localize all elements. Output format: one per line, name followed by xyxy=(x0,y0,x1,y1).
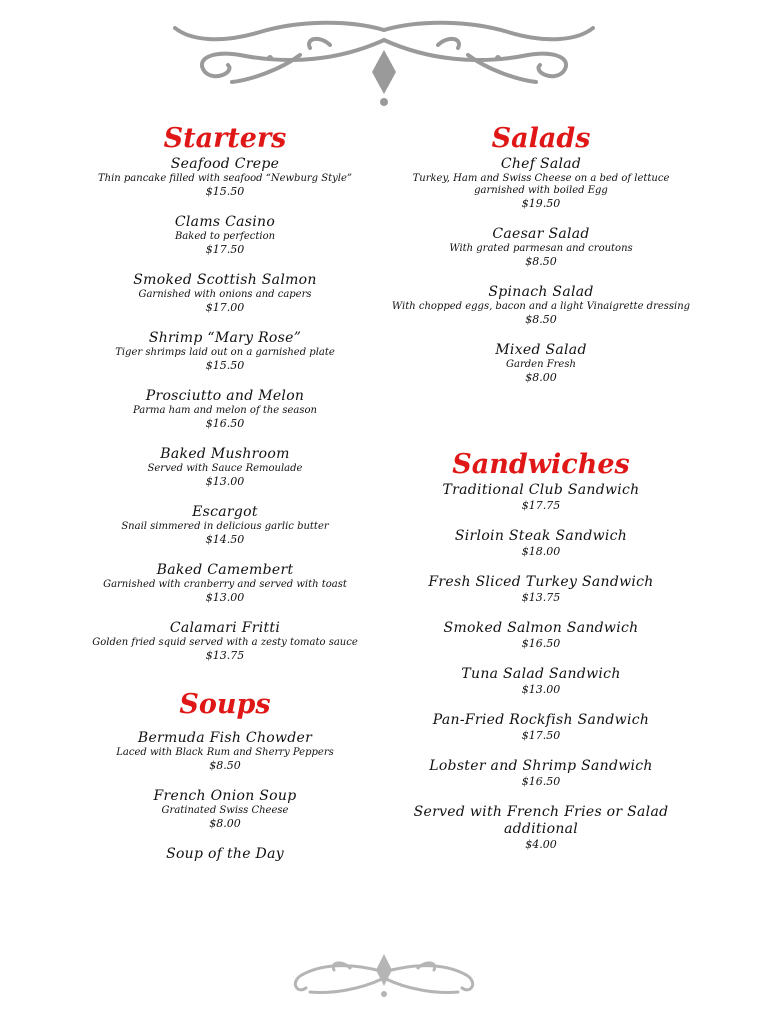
soups-heading: Soups xyxy=(179,689,271,720)
menu-item xyxy=(381,528,701,559)
item-name: Clams Casino xyxy=(174,214,276,230)
menu-item xyxy=(65,214,385,257)
item-price: $13.75 xyxy=(521,591,561,604)
item-name: Tuna Salad Sandwich xyxy=(461,666,621,682)
item-description: Golden fried squid served with a zesty tomato sauce xyxy=(92,637,358,648)
menu-item xyxy=(65,388,385,431)
menu-item xyxy=(381,284,701,327)
item-name: Calamari Fritti xyxy=(169,620,281,636)
salads-heading: Salads xyxy=(491,123,591,154)
item-description: Garden Fresh xyxy=(506,359,576,370)
item-price: $8.50 xyxy=(525,313,557,326)
item-price: $8.50 xyxy=(525,255,557,268)
item-price: $17.50 xyxy=(521,729,561,742)
starters-heading: Starters xyxy=(163,123,287,154)
item-description: Parma ham and melon of the season xyxy=(133,405,317,416)
item-name: Smoked Salmon Sandwich xyxy=(443,620,639,636)
bottom-flourish-ornament xyxy=(0,942,768,1008)
menu-item xyxy=(381,620,701,651)
item-price: $16.50 xyxy=(521,637,561,650)
sandwiches-heading: Sandwiches xyxy=(452,449,630,480)
item-name: Baked Camembert xyxy=(156,562,294,578)
item-name: Shrimp “Mary Rose” xyxy=(148,330,302,346)
menu-item xyxy=(381,226,701,269)
item-description: Served with Sauce Remoulade xyxy=(147,463,303,474)
menu-item xyxy=(381,712,701,743)
menu-item xyxy=(65,446,385,489)
menu-item xyxy=(65,620,385,663)
item-price: $16.50 xyxy=(205,417,245,430)
item-name: Smoked Scottish Salmon xyxy=(133,272,317,288)
item-price: $8.50 xyxy=(209,759,241,772)
item-name: Spinach Salad xyxy=(488,284,594,300)
item-price: $19.50 xyxy=(521,197,561,210)
starters-list xyxy=(65,156,385,663)
item-name: Baked Mushroom xyxy=(160,446,290,462)
item-price: $16.50 xyxy=(521,775,561,788)
item-name: Chef Salad xyxy=(500,156,582,172)
soups-list xyxy=(65,730,385,863)
item-price: $17.75 xyxy=(521,499,561,512)
sandwiches-note xyxy=(381,804,701,852)
menu-item xyxy=(65,730,385,773)
item-price: $17.00 xyxy=(205,301,245,314)
item-description: Garnished with onions and capers xyxy=(138,289,312,300)
menu-item xyxy=(381,574,701,605)
item-name: Sirloin Steak Sandwich xyxy=(454,528,628,544)
salads-list xyxy=(381,156,701,385)
item-description: Garnished with cranberry and served with toast xyxy=(103,579,347,590)
item-name: Traditional Club Sandwich xyxy=(442,482,640,498)
item-name: Lobster and Shrimp Sandwich xyxy=(429,758,653,774)
item-description: Baked to perfection xyxy=(174,231,276,242)
item-description: Snail simmered in delicious garlic butter xyxy=(121,521,329,532)
menu-item xyxy=(381,666,701,697)
item-price: $13.00 xyxy=(205,591,245,604)
item-name: Fresh Sliced Turkey Sandwich xyxy=(428,574,654,590)
menu-item xyxy=(65,156,385,199)
item-name: Caesar Salad xyxy=(492,226,590,242)
item-description: With chopped eggs, bacon and a light Vinaigrette dressing xyxy=(391,301,691,312)
item-description: Turkey, Ham and Swiss Cheese on a bed of lettuce garnished with boiled Egg xyxy=(412,173,670,196)
item-name: Escargot xyxy=(192,504,258,520)
menu-item xyxy=(65,562,385,605)
item-description: Tiger shrimps laid out on a garnished plate xyxy=(115,347,335,358)
left-column xyxy=(65,122,385,878)
menu-item xyxy=(65,846,385,863)
right-column xyxy=(381,122,701,867)
sandwiches-list xyxy=(381,482,701,852)
menu-item xyxy=(65,788,385,831)
item-description: Laced with Black Rum and Sherry Peppers xyxy=(116,747,334,758)
item-price: $13.00 xyxy=(521,683,561,696)
item-name: Mixed Salad xyxy=(495,342,587,358)
item-name: French Onion Soup xyxy=(153,788,297,804)
note-text: Served with French Fries or Salad additional xyxy=(413,804,669,837)
item-price: $13.00 xyxy=(205,475,245,488)
item-price: $18.00 xyxy=(521,545,561,558)
item-name: Bermuda Fish Chowder xyxy=(137,730,313,746)
item-description: Gratinated Swiss Cheese xyxy=(161,805,289,816)
item-name: Prosciutto and Melon xyxy=(145,388,305,404)
item-price: $17.50 xyxy=(205,243,245,256)
item-price: $15.50 xyxy=(205,359,245,372)
item-price: $8.00 xyxy=(209,817,241,830)
menu-item xyxy=(65,330,385,373)
item-price: $8.00 xyxy=(525,371,557,384)
menu-item xyxy=(381,758,701,789)
menu-item xyxy=(381,156,701,211)
item-price: $13.75 xyxy=(205,649,245,662)
menu-item xyxy=(381,482,701,513)
item-name: Seafood Crepe xyxy=(170,156,280,172)
item-name: Soup of the Day xyxy=(166,846,284,862)
item-price: $14.50 xyxy=(205,533,245,546)
top-flourish-ornament xyxy=(0,10,768,110)
item-price: $15.50 xyxy=(205,185,245,198)
note-price: $4.00 xyxy=(525,838,557,851)
item-description: Thin pancake filled with seafood “Newburg Style” xyxy=(97,173,353,184)
menu-item xyxy=(65,504,385,547)
menu-item xyxy=(381,342,701,385)
item-name: Pan-Fried Rockfish Sandwich xyxy=(432,712,650,728)
item-description: With grated parmesan and croutons xyxy=(449,243,633,254)
menu-item xyxy=(65,272,385,315)
